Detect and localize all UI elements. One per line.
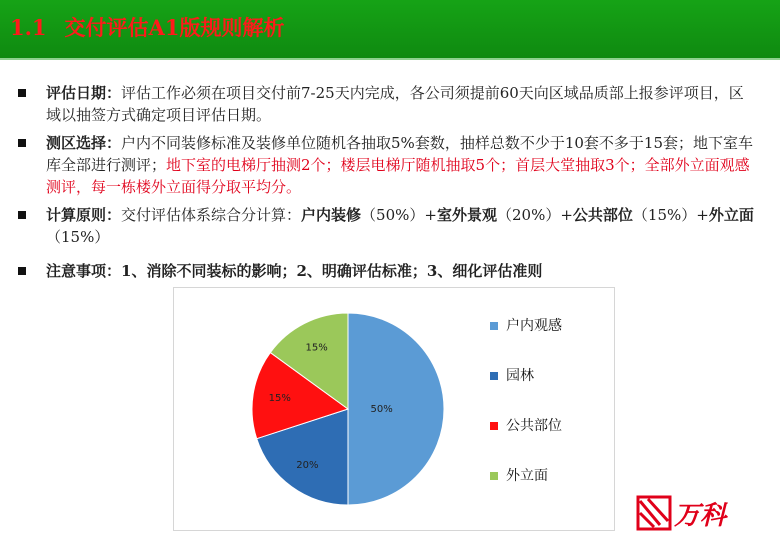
legend-label: 户内观感 (506, 318, 562, 334)
legend-item (490, 368, 562, 418)
bullet-text: 户内不同装修标准及装修单位随机各抽取5%套数，抽样总数不少于10套不多于15套；地下室车库全部进行测评； (46, 134, 753, 174)
legend-swatch (490, 322, 498, 330)
logo-icon (636, 495, 672, 531)
pie-slice-1 (348, 313, 444, 505)
bullet-label: 计算原则： (46, 206, 122, 224)
legend-label: 外立面 (506, 468, 548, 484)
pie-chart (173, 287, 615, 531)
pie-data-label: 50% (370, 404, 393, 415)
vanke-logo (636, 493, 766, 533)
bullet-text-highlight: 地下室的电梯厅抽测2个；楼层电梯厅随机抽取5个；首层大堂抽取3个；全部外立面观感测评，每一栋楼外立面得分取平均分。 (46, 156, 750, 196)
legend-label: 园林 (506, 368, 534, 384)
bullet-text: 1、消除不同装标的影响；2、明确评估标准；3、细化评估准则 (121, 262, 543, 280)
section-number: 1.1 (10, 15, 47, 40)
legend-item (490, 318, 562, 368)
pie-data-label: 20% (296, 459, 319, 471)
chart-legend (490, 318, 562, 518)
bullet-item (18, 204, 758, 248)
bullet-square-icon (18, 267, 26, 275)
bullet-label: 测区选择： (46, 134, 122, 152)
legend-swatch (490, 422, 498, 430)
logo-text: 万科 (674, 501, 727, 531)
legend-label: 公共部位 (506, 418, 562, 434)
bullet-text: （15%） (46, 228, 110, 246)
bullet-text: （15%）+ (632, 206, 709, 224)
bullet-square-icon (18, 89, 26, 97)
title-divider (0, 58, 780, 60)
bullet-text: 交付评估体系综合分计算： (121, 206, 302, 224)
bullet-square-icon (18, 211, 26, 219)
page-title (10, 12, 284, 42)
bullet-item (18, 82, 758, 126)
pie-data-label: 15% (305, 342, 328, 354)
bullet-term: 公共部位 (572, 206, 633, 224)
bullet-item (18, 132, 758, 198)
bullet-term: 外立面 (708, 206, 754, 224)
pie-data-label: 15% (268, 393, 291, 405)
legend-item (490, 468, 562, 518)
legend-swatch (490, 472, 498, 480)
bullet-item (18, 260, 758, 282)
section-title: 交付评估A1版规则解析 (64, 15, 285, 40)
bullet-text: （50%）+ (361, 206, 437, 224)
bullet-text: （20%）+ (496, 206, 573, 224)
bullet-text: 评估工作必须在项目交付前7-25天内完成，各公司须提前60天向区域品质部上报参评项目，区域以抽签方式确定项目评估日期。 (46, 84, 744, 124)
bullet-square-icon (18, 139, 26, 147)
bullet-list (18, 82, 758, 288)
bullet-term: 室外景观 (436, 206, 497, 224)
legend-item (490, 418, 562, 468)
legend-swatch (490, 372, 498, 380)
bullet-label: 评估日期： (46, 84, 122, 102)
bullet-term: 户内装修 (301, 206, 362, 224)
bullet-label: 注意事项： (46, 262, 122, 280)
